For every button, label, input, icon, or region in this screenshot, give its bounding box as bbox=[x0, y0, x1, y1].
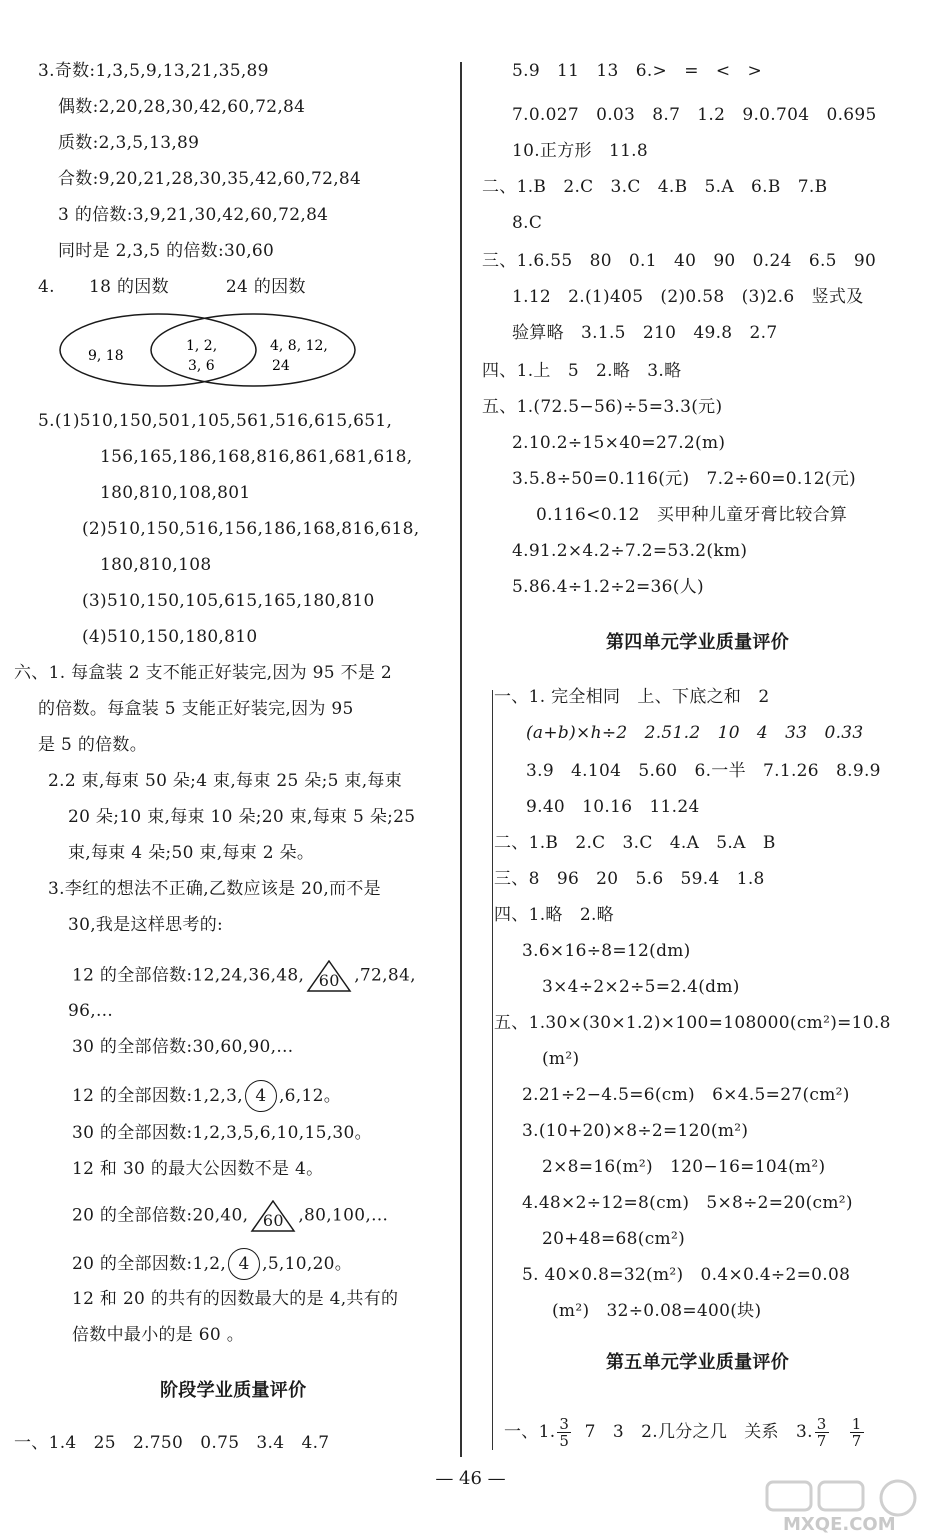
right-line: 1.12 2.(1)405 (2)0.58 (3)2.6 竖式及 bbox=[512, 287, 864, 307]
section-heading-unit5: 第五单元学业质量评价 bbox=[606, 1352, 789, 1373]
right-line: (m²) 32÷0.08=400(块) bbox=[552, 1301, 762, 1321]
page-number: — 46 — bbox=[435, 1468, 506, 1489]
watermark-logo bbox=[763, 1478, 933, 1538]
circle-mark: 4 bbox=[245, 1080, 277, 1112]
right-line: 三、1.6.55 80 0.1 40 90 0.24 6.5 90 bbox=[482, 251, 877, 271]
left-line: (2)510,150,516,156,186,168,816,618, bbox=[82, 519, 420, 539]
text: ,6,12。 bbox=[278, 1086, 341, 1106]
left-line: 5.(1)510,150,501,105,561,516,615,651, bbox=[38, 411, 393, 431]
text: 一、1. bbox=[504, 1422, 556, 1442]
left-line: 3 的倍数:3,9,21,30,42,60,72,84 bbox=[58, 205, 329, 225]
left-line: (4)510,150,180,810 bbox=[82, 627, 258, 647]
left-line: 的倍数。每盒装 5 支能正好装完,因为 95 bbox=[38, 699, 354, 719]
left-line: 3.李红的想法不正确,乙数应该是 20,而不是 bbox=[48, 879, 381, 899]
left-line: 3.奇数:1,3,5,9,13,21,35,89 bbox=[38, 61, 269, 81]
right-line: 20+48=68(cm²) bbox=[542, 1229, 686, 1249]
right-line: 三、8 96 20 5.6 59.4 1.8 bbox=[494, 869, 765, 889]
numerator: 3 bbox=[816, 1415, 827, 1433]
left-line: 180,810,108,801 bbox=[100, 483, 251, 503]
left-line: 偶数:2,20,28,30,42,60,72,84 bbox=[58, 97, 306, 117]
left-line: 合数:9,20,21,28,30,35,42,60,72,84 bbox=[58, 169, 362, 189]
left-line: (3)510,150,105,615,165,180,810 bbox=[82, 591, 375, 611]
watermark-text: MXQE.COM bbox=[783, 1514, 896, 1534]
right-line: 3×4÷2×2÷5=2.4(dm) bbox=[542, 977, 740, 997]
left-line: 是 5 的倍数。 bbox=[38, 735, 148, 755]
section-heading-stage: 阶段学业质量评价 bbox=[160, 1380, 307, 1401]
left-line: 180,810,108 bbox=[100, 555, 212, 575]
left-line: 束,每束 4 朵;50 束,每束 2 朵。 bbox=[68, 843, 315, 863]
left-line-12-multiples bbox=[72, 960, 416, 992]
section-heading-unit4: 第四单元学业质量评价 bbox=[606, 632, 789, 653]
left-line-12-factors bbox=[72, 1080, 341, 1112]
text: 7 3 2.几分之几 关系 3. bbox=[573, 1422, 813, 1442]
triangle-mark bbox=[306, 960, 352, 992]
text: ,72,84, bbox=[354, 965, 416, 986]
left-line: 30,我是这样思考的: bbox=[68, 915, 224, 935]
right-line: 四、1.上 5 2.略 3.略 bbox=[482, 361, 682, 381]
right-line: 2.10.2÷15×40=27.2(m) bbox=[512, 433, 726, 453]
right-line: 五、1.(72.5−56)÷5=3.3(元) bbox=[482, 397, 723, 417]
triangle-mark-value: 60 bbox=[262, 1211, 284, 1230]
left-line: 20 朵;10 束,每束 10 朵;20 束,每束 5 朵;25 bbox=[68, 807, 416, 827]
triangle-mark bbox=[250, 1200, 296, 1232]
venn-diagram bbox=[58, 308, 358, 392]
right-line: 3.(10+20)×8÷2=120(m²) bbox=[522, 1121, 749, 1141]
fraction bbox=[815, 1416, 829, 1449]
right-line: 一、1. 完全相同 上、下底之和 2 bbox=[494, 687, 770, 707]
right-line: 二、1.B 2.C 3.C 4.A 5.A B bbox=[494, 833, 776, 853]
left-line: 六、1. 每盒装 2 支不能正好装完,因为 95 不是 2 bbox=[14, 663, 393, 683]
left-line: 96,… bbox=[68, 1001, 114, 1021]
right-line: 7.0.027 0.03 8.7 1.2 9.0.704 0.695 bbox=[512, 105, 877, 125]
column-divider bbox=[460, 62, 462, 1457]
left-line: 同时是 2,3,5 的倍数:30,60 bbox=[58, 241, 275, 261]
text: ,80,100,… bbox=[298, 1205, 389, 1226]
right-line: (m²) bbox=[542, 1049, 580, 1069]
circle-mark: 4 bbox=[228, 1248, 260, 1280]
left-line: 12 和 30 的最大公因数不是 4。 bbox=[72, 1159, 324, 1179]
denominator: 7 bbox=[851, 1432, 862, 1450]
denominator: 5 bbox=[559, 1432, 570, 1450]
left-line: 倍数中最小的是 60 。 bbox=[72, 1325, 245, 1345]
left-line: 30 的全部因数:1,2,3,5,6,10,15,30。 bbox=[72, 1123, 372, 1143]
triangle-mark-value: 60 bbox=[318, 971, 340, 990]
right-line: 0.116<0.12 买甲种儿童牙膏比较合算 bbox=[536, 505, 848, 525]
venn-right-only-1: 4, 8, 12, bbox=[270, 338, 328, 354]
left-line: 12 和 20 的共有的因数最大的是 4,共有的 bbox=[72, 1289, 399, 1309]
right-line: 8.C bbox=[512, 213, 543, 233]
left-line: 2.2 束,每束 50 朵;4 束,每束 25 朵;5 束,每束 bbox=[48, 771, 403, 791]
left-line-20-factors bbox=[72, 1248, 352, 1280]
numerator: 1 bbox=[851, 1415, 862, 1433]
text: ,5,10,20。 bbox=[262, 1254, 353, 1274]
right-line: 4.91.2×4.2÷7.2=53.2(km) bbox=[512, 541, 748, 561]
fraction bbox=[850, 1416, 864, 1449]
fraction bbox=[557, 1416, 571, 1449]
right-line: 2×8=16(m²) 120−16=104(m²) bbox=[542, 1157, 826, 1177]
venn-left-only: 9, 18 bbox=[88, 348, 124, 364]
left-line-20-multiples bbox=[72, 1200, 388, 1232]
right-line: 四、1.略 2.略 bbox=[494, 905, 614, 925]
right-line: 3.5.8÷50=0.116(元) 7.2÷60=0.12(元) bbox=[512, 469, 856, 489]
left-line: 一、1.4 25 2.750 0.75 3.4 4.7 bbox=[14, 1433, 330, 1453]
denominator: 7 bbox=[816, 1432, 827, 1450]
right-line: 3.6×16÷8=12(dm) bbox=[522, 941, 691, 961]
right-line: 3.9 4.104 5.60 6.一半 7.1.26 8.9.9 bbox=[526, 761, 881, 781]
left-line: 30 的全部倍数:30,60,90,… bbox=[72, 1037, 294, 1057]
right-line: (a+b)×h÷2 2.51.2 10 4 33 0.33 bbox=[526, 723, 864, 743]
venn-common-1: 1, 2, bbox=[186, 338, 218, 354]
right-line: 五、1.30×(30×1.2)×100=108000(cm²)=10.8 bbox=[494, 1013, 891, 1033]
right-line: 9.40 10.16 11.24 bbox=[526, 797, 700, 817]
right-line: 5.9 11 13 6.> = < > bbox=[512, 61, 763, 81]
right-line: 二、1.B 2.C 3.C 4.B 5.A 6.B 7.B bbox=[482, 177, 828, 197]
venn-common-2: 3, 6 bbox=[188, 358, 215, 374]
right-line: 10.正方形 11.8 bbox=[512, 141, 648, 161]
right-line: 5. 40×0.8=32(m²) 0.4×0.4÷2=0.08 bbox=[522, 1265, 851, 1285]
text: 12 的全部倍数:12,24,36,48, bbox=[72, 965, 305, 986]
left-line: 4. 18 的因数 24 的因数 bbox=[38, 277, 306, 297]
right-line: 5.86.4÷1.2÷2=36(人) bbox=[512, 577, 704, 597]
text: 20 的全部倍数:20,40, bbox=[72, 1205, 249, 1226]
right-line: 4.48×2÷12=8(cm) 5×8÷2=20(cm²) bbox=[522, 1193, 853, 1213]
left-line: 质数:2,3,5,13,89 bbox=[58, 133, 200, 153]
text: 12 的全部因数:1,2,3, bbox=[72, 1086, 243, 1106]
column-divider-right bbox=[492, 690, 493, 1450]
right-line: 验算略 3.1.5 210 49.8 2.7 bbox=[512, 323, 778, 343]
numerator: 3 bbox=[559, 1415, 570, 1433]
right-line: 2.21÷2−4.5=6(cm) 6×4.5=27(cm²) bbox=[522, 1085, 850, 1105]
text: 20 的全部因数:1,2, bbox=[72, 1254, 227, 1274]
left-line: 156,165,186,168,816,861,681,618, bbox=[100, 447, 413, 467]
venn-right-only-2: 24 bbox=[272, 358, 290, 374]
venn-ellipses bbox=[58, 308, 358, 388]
right-line-fractions bbox=[504, 1414, 866, 1450]
